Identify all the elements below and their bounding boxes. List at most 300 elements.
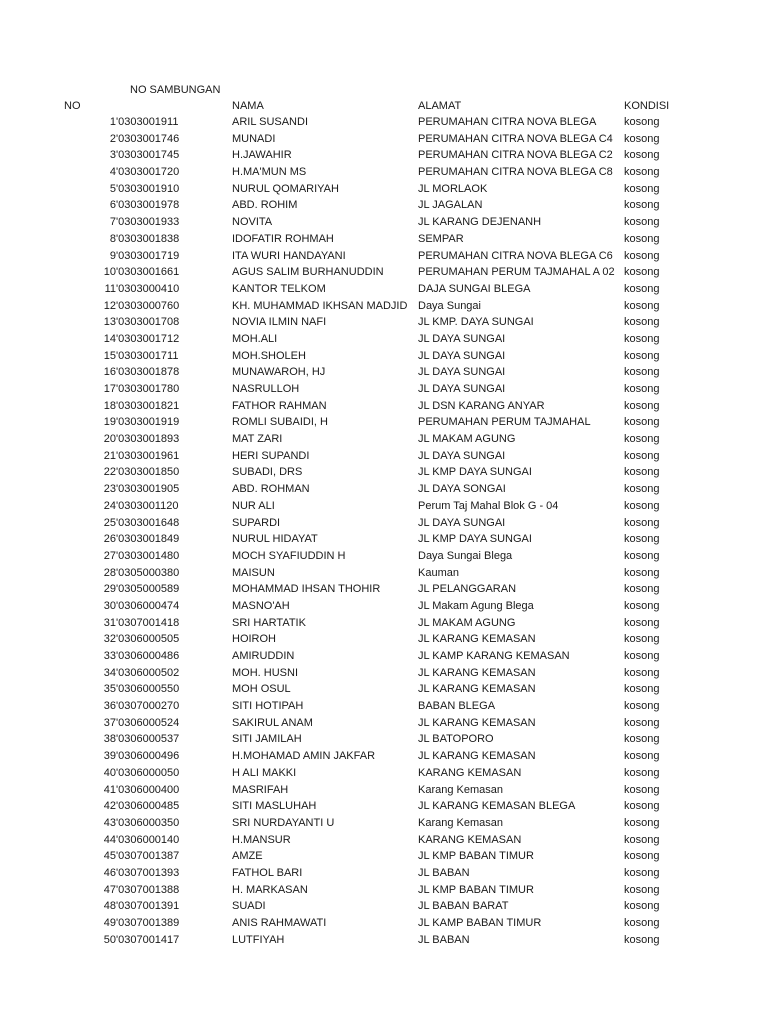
cell-no: 30 xyxy=(103,599,116,612)
cell-kondisi: kosong xyxy=(624,900,660,913)
cell-alamat: JL KARANG KEMASAN xyxy=(418,683,536,696)
cell-alamat: PERUMAHAN PERUM TAJMAHAL A 02 xyxy=(418,266,615,279)
cell-no-sambungan: '0307001389 xyxy=(116,917,180,929)
cell-alamat: PERUMAHAN CITRA NOVA BLEGA C2 xyxy=(418,149,613,162)
cell-kondisi: kosong xyxy=(624,866,660,879)
cell-nama: SUBADI, DRS xyxy=(232,466,303,479)
cell-alamat: JL DAYA SUNGAI xyxy=(418,383,506,395)
cell-nama: MASRIFAH xyxy=(232,783,289,796)
cell-nama: MOCH SYAFIUDDIN H xyxy=(232,549,346,562)
table-row xyxy=(0,631,768,648)
cell-no: 4 xyxy=(109,166,116,179)
cell-kondisi: kosong xyxy=(624,833,660,846)
cell-kondisi: kosong xyxy=(624,933,660,946)
cell-alamat: PERUMAHAN CITRA NOVA BLEGA C6 xyxy=(418,249,613,262)
cell-no-sambungan: '0303001893 xyxy=(116,433,180,446)
cell-no-sambungan: '0303001708 xyxy=(116,316,180,329)
table-row xyxy=(0,665,768,682)
table-row xyxy=(0,197,768,214)
cell-kondisi: kosong xyxy=(624,783,660,796)
cell-nama: MOH OSUL xyxy=(232,683,291,696)
cell-no: 49 xyxy=(103,917,116,929)
cell-nama: ABD. ROHMAN xyxy=(232,483,310,496)
table-row xyxy=(0,464,768,481)
cell-no-sambungan: '0303001878 xyxy=(116,366,180,379)
cell-no: 10 xyxy=(103,266,116,279)
cell-kondisi: kosong xyxy=(624,249,660,262)
cell-no-sambungan: '0303001821 xyxy=(116,399,180,412)
cell-no: 13 xyxy=(103,316,116,329)
cell-kondisi: kosong xyxy=(624,733,660,746)
cell-kondisi: kosong xyxy=(624,883,660,896)
table-row xyxy=(0,748,768,765)
cell-kondisi: kosong xyxy=(624,399,660,412)
cell-nama: ANIS RAHMAWATI xyxy=(232,917,327,929)
table-row xyxy=(0,782,768,799)
table-row xyxy=(0,348,768,365)
cell-nama: FATHOL BARI xyxy=(232,866,303,879)
cell-nama: MAISUN xyxy=(232,566,275,579)
cell-kondisi: kosong xyxy=(624,182,660,195)
cell-no-sambungan: '0306000474 xyxy=(116,599,180,612)
cell-nama: AMIRUDDIN xyxy=(232,650,295,662)
cell-alamat: JL KARANG KEMASAN xyxy=(418,666,536,679)
cell-nama: MASNO'AH xyxy=(232,599,290,612)
cell-kondisi: kosong xyxy=(624,700,660,713)
cell-no: 16 xyxy=(103,366,116,379)
cell-alamat: JL KMP DAYA SUNGAI xyxy=(418,466,532,479)
cell-kondisi: kosong xyxy=(624,299,660,312)
cell-alamat: Perum Taj Mahal Blok G - 04 xyxy=(418,499,559,512)
cell-alamat: JL KMP DAYA SUNGAI xyxy=(418,533,532,546)
cell-nama: AMZE xyxy=(232,850,263,863)
cell-no-sambungan: '0303000760 xyxy=(116,299,180,312)
table-row xyxy=(0,932,768,949)
header-alamat: ALAMAT xyxy=(418,100,462,112)
cell-no-sambungan: '0305000589 xyxy=(116,583,180,596)
cell-no-sambungan: '0303001933 xyxy=(116,216,180,229)
cell-kondisi: kosong xyxy=(624,666,660,679)
cell-alamat: JL PELANGGARAN xyxy=(418,583,517,596)
cell-nama: NOVITA xyxy=(232,216,273,229)
cell-nama: SUPARDI xyxy=(232,516,281,529)
table-row xyxy=(0,131,768,148)
cell-no: 21 xyxy=(103,449,116,462)
cell-no-sambungan: '0303001910 xyxy=(116,182,180,195)
table-row xyxy=(0,414,768,431)
cell-nama: NASRULLOH xyxy=(232,383,300,395)
cell-no-sambungan: '0303001711 xyxy=(116,349,179,362)
cell-kondisi: kosong xyxy=(624,349,660,362)
table-row xyxy=(0,882,768,899)
cell-no: 33 xyxy=(103,650,116,662)
cell-no: 46 xyxy=(103,866,116,879)
cell-alamat: JL KARANG KEMASAN xyxy=(418,750,536,763)
cell-nama: MUNAWAROH, HJ xyxy=(232,366,326,379)
cell-nama: MUNADI xyxy=(232,132,276,145)
cell-alamat: JL DSN KARANG ANYAR xyxy=(418,399,545,412)
cell-nama: KH. MUHAMMAD IKHSAN MADJID xyxy=(232,299,408,312)
header-no: NO xyxy=(64,100,81,112)
cell-no-sambungan: '0303001746 xyxy=(116,132,180,145)
cell-no: 2 xyxy=(109,132,116,145)
header-nama: NAMA xyxy=(232,100,264,112)
cell-no-sambungan: '0303001648 xyxy=(116,516,180,529)
cell-nama: H. MARKASAN xyxy=(232,883,308,896)
cell-nama: SUADI xyxy=(232,900,266,913)
cell-nama: ITA WURI HANDAYANI xyxy=(232,249,346,262)
cell-kondisi: kosong xyxy=(624,483,660,496)
table-row xyxy=(0,448,768,465)
table-row xyxy=(0,431,768,448)
cell-no-sambungan: '0303001712 xyxy=(116,332,180,345)
cell-no-sambungan: '0303001961 xyxy=(116,449,180,462)
cell-kondisi: kosong xyxy=(624,917,660,929)
cell-alamat: DAJA SUNGAI BLEGA xyxy=(418,282,531,295)
cell-no-sambungan: '0303001120 xyxy=(116,499,179,512)
table-row xyxy=(0,915,768,932)
cell-no-sambungan: '0303001838 xyxy=(116,232,180,245)
cell-no-sambungan: '0303001849 xyxy=(116,533,180,546)
cell-no: 35 xyxy=(103,683,116,696)
cell-nama: HOIROH xyxy=(232,633,276,646)
cell-no: 27 xyxy=(103,549,116,562)
table-row xyxy=(0,598,768,615)
cell-no: 5 xyxy=(109,182,116,195)
cell-alamat: JL BATOPORO xyxy=(418,733,494,746)
cell-alamat: JL DAYA SUNGAI xyxy=(418,349,506,362)
cell-alamat: JL JAGALAN xyxy=(418,199,483,212)
table-row xyxy=(0,715,768,732)
cell-no: 39 xyxy=(103,750,116,763)
cell-alamat: JL KARANG DEJENANH xyxy=(418,216,542,229)
cell-nama: H ALI MAKKI xyxy=(232,766,297,779)
cell-nama: ABD. ROHIM xyxy=(232,199,298,212)
cell-kondisi: kosong xyxy=(624,449,660,462)
cell-no-sambungan: '0307001387 xyxy=(116,850,180,863)
cell-alamat: JL DAYA SUNGAI xyxy=(418,516,506,529)
cell-no: 28 xyxy=(103,566,116,579)
cell-no-sambungan: '0306000505 xyxy=(116,633,180,646)
cell-no: 8 xyxy=(109,232,116,245)
cell-alamat: JL MAKAM AGUNG xyxy=(418,433,516,446)
cell-no-sambungan: '0306000524 xyxy=(116,716,180,729)
cell-nama: NUR ALI xyxy=(232,499,275,512)
cell-no: 44 xyxy=(103,833,116,846)
cell-no: 48 xyxy=(103,900,116,913)
cell-kondisi: kosong xyxy=(624,166,660,179)
cell-kondisi: kosong xyxy=(624,332,660,345)
cell-no: 43 xyxy=(103,816,116,829)
cell-no-sambungan: '0303001978 xyxy=(116,199,180,212)
cell-alamat: JL DAYA SUNGAI xyxy=(418,449,506,462)
table-row xyxy=(0,815,768,832)
header-kondisi: KONDISI xyxy=(624,100,670,112)
cell-no-sambungan: '0303001850 xyxy=(116,466,180,479)
cell-no: 42 xyxy=(103,800,116,813)
table-row xyxy=(0,848,768,865)
cell-no: 24 xyxy=(103,499,116,512)
cell-no: 15 xyxy=(103,349,116,362)
table-row xyxy=(0,681,768,698)
cell-alamat: JL BABAN xyxy=(418,866,470,879)
cell-no: 40 xyxy=(103,766,116,779)
cell-no: 45 xyxy=(103,850,116,863)
cell-kondisi: kosong xyxy=(624,599,660,612)
table-row xyxy=(0,498,768,515)
cell-kondisi: kosong xyxy=(624,433,660,446)
cell-alamat: JL BABAN xyxy=(418,933,470,946)
table-row xyxy=(0,231,768,248)
cell-alamat: KARANG KEMASAN xyxy=(418,766,522,779)
cell-alamat: JL KMP BABAN TIMUR xyxy=(418,850,534,863)
table-row xyxy=(0,181,768,198)
table-row xyxy=(0,364,768,381)
cell-nama: NURUL QOMARIYAH xyxy=(232,182,339,195)
cell-alamat: SEMPAR xyxy=(418,232,464,245)
header-no-sambungan: NO SAMBUNGAN xyxy=(130,84,221,96)
cell-kondisi: kosong xyxy=(624,816,660,829)
table-row xyxy=(0,481,768,498)
cell-nama: SITI HOTIPAH xyxy=(232,700,304,713)
cell-kondisi: kosong xyxy=(624,800,660,813)
cell-nama: SRI HARTATIK xyxy=(232,616,306,629)
cell-no: 9 xyxy=(109,249,116,262)
table-row xyxy=(0,865,768,882)
table-row xyxy=(0,548,768,565)
table-row xyxy=(0,214,768,231)
cell-kondisi: kosong xyxy=(624,383,660,395)
cell-no: 41 xyxy=(103,783,116,796)
cell-alamat: Karang Kemasan xyxy=(418,783,503,796)
cell-alamat: JL KMP. DAYA SUNGAI xyxy=(418,316,534,329)
cell-alamat: JL KMP BABAN TIMUR xyxy=(418,883,534,896)
cell-alamat: BABAN BLEGA xyxy=(418,700,496,713)
table-row xyxy=(0,515,768,532)
cell-kondisi: kosong xyxy=(624,650,660,662)
cell-no: 17 xyxy=(103,383,116,395)
cell-no: 11 xyxy=(104,282,116,295)
table-row xyxy=(0,164,768,181)
cell-nama: SITI JAMILAH xyxy=(232,733,302,746)
table-row xyxy=(0,248,768,265)
cell-kondisi: kosong xyxy=(624,616,660,629)
cell-no-sambungan: '0306000496 xyxy=(116,750,180,763)
cell-no-sambungan: '0307001393 xyxy=(116,866,180,879)
cell-no-sambungan: '0303001911 xyxy=(116,116,179,128)
table-row xyxy=(0,114,768,131)
cell-no: 7 xyxy=(109,216,116,229)
cell-kondisi: kosong xyxy=(624,683,660,696)
cell-kondisi: kosong xyxy=(624,516,660,529)
cell-nama: MAT ZARI xyxy=(232,433,283,446)
cell-no-sambungan: '0303001661 xyxy=(116,266,180,279)
table-row xyxy=(0,898,768,915)
cell-alamat: Daya Sungai xyxy=(418,299,481,312)
cell-no: 22 xyxy=(103,466,116,479)
cell-no-sambungan: '0306000350 xyxy=(116,816,180,829)
cell-alamat: JL KARANG KEMASAN xyxy=(418,633,536,646)
cell-kondisi: kosong xyxy=(624,850,660,863)
cell-alamat: KARANG KEMASAN xyxy=(418,833,522,846)
cell-nama: HERI SUPANDI xyxy=(232,449,310,462)
cell-no-sambungan: '0307001418 xyxy=(116,616,180,629)
cell-no-sambungan: '0306000486 xyxy=(116,650,180,662)
cell-kondisi: kosong xyxy=(624,583,660,596)
cell-kondisi: kosong xyxy=(624,549,660,562)
cell-nama: H.MA'MUN MS xyxy=(232,166,307,179)
cell-alamat: JL DAYA SUNGAI xyxy=(418,332,506,345)
cell-kondisi: kosong xyxy=(624,149,660,162)
cell-no-sambungan: '0306000400 xyxy=(116,783,180,796)
cell-no: 25 xyxy=(103,516,116,529)
cell-no: 47 xyxy=(103,883,116,896)
cell-no: 19 xyxy=(103,416,116,429)
cell-no-sambungan: '0303001919 xyxy=(116,416,180,429)
cell-no-sambungan: '0306000550 xyxy=(116,683,180,696)
cell-nama: ARIL SUSANDI xyxy=(232,116,309,128)
table-row xyxy=(0,147,768,164)
cell-no-sambungan: '0303000410 xyxy=(116,282,180,295)
cell-no-sambungan: '0303001719 xyxy=(116,249,180,262)
table-row xyxy=(0,615,768,632)
table-row xyxy=(0,565,768,582)
table-row xyxy=(0,398,768,415)
cell-nama: SITI MASLUHAH xyxy=(232,800,317,813)
cell-nama: AGUS SALIM BURHANUDDIN xyxy=(232,266,384,279)
cell-no: 26 xyxy=(103,533,116,546)
cell-alamat: JL DAYA SUNGAI xyxy=(418,366,506,379)
table-row xyxy=(0,298,768,315)
cell-no: 37 xyxy=(103,716,116,729)
cell-kondisi: kosong xyxy=(624,766,660,779)
table-row xyxy=(0,264,768,281)
cell-alamat: Karang Kemasan xyxy=(418,816,503,829)
cell-no-sambungan: '0307001391 xyxy=(116,900,180,913)
cell-nama: H.MOHAMAD AMIN JAKFAR xyxy=(232,750,376,763)
cell-no: 29 xyxy=(103,583,116,596)
cell-no: 31 xyxy=(103,616,116,629)
cell-nama: LUTFIYAH xyxy=(232,933,285,946)
cell-kondisi: kosong xyxy=(624,266,660,279)
cell-alamat: JL DAYA SONGAI xyxy=(418,483,506,496)
cell-nama: ROMLI SUBAIDI, H xyxy=(232,416,328,429)
cell-no: 20 xyxy=(103,433,116,446)
cell-alamat: PERUMAHAN PERUM TAJMAHAL xyxy=(418,416,591,429)
cell-kondisi: kosong xyxy=(624,199,660,212)
cell-kondisi: kosong xyxy=(624,750,660,763)
cell-no: 34 xyxy=(103,666,116,679)
cell-alamat: Kauman xyxy=(418,566,459,579)
table-row xyxy=(0,531,768,548)
cell-no-sambungan: '0303001720 xyxy=(116,166,180,179)
cell-nama: SRI NURDAYANTI U xyxy=(232,816,335,829)
cell-nama: MOH.ALI xyxy=(232,332,278,345)
table-row xyxy=(0,331,768,348)
cell-no: 12 xyxy=(103,299,116,312)
cell-alamat: JL KAMP BABAN TIMUR xyxy=(418,917,542,929)
table-row xyxy=(0,648,768,665)
cell-alamat: JL KARANG KEMASAN xyxy=(418,716,536,729)
cell-no: 38 xyxy=(103,733,116,746)
cell-nama: NOVIA ILMIN NAFI xyxy=(232,316,327,329)
cell-nama: IDOFATIR ROHMAH xyxy=(232,232,334,245)
table-row xyxy=(0,731,768,748)
table-row xyxy=(0,698,768,715)
cell-no: 50 xyxy=(103,933,116,946)
cell-alamat: JL MORLAOK xyxy=(418,182,488,195)
cell-nama: H.JAWAHIR xyxy=(232,149,292,162)
cell-no-sambungan: '0307001388 xyxy=(116,883,180,896)
cell-nama: MOH.SHOLEH xyxy=(232,349,306,362)
cell-alamat: PERUMAHAN CITRA NOVA BLEGA C8 xyxy=(418,166,613,179)
cell-alamat: JL MAKAM AGUNG xyxy=(418,616,516,629)
table-row xyxy=(0,581,768,598)
cell-no: 3 xyxy=(109,149,116,162)
cell-no-sambungan: '0305000380 xyxy=(116,566,180,579)
cell-no-sambungan: '0306000485 xyxy=(116,800,180,813)
cell-no: 14 xyxy=(103,332,116,345)
cell-no-sambungan: '0303001780 xyxy=(116,383,180,395)
table-row xyxy=(0,381,768,398)
cell-nama: KANTOR TELKOM xyxy=(232,282,326,295)
cell-kondisi: kosong xyxy=(624,633,660,646)
cell-no-sambungan: '0303001905 xyxy=(116,483,180,496)
cell-no-sambungan: '0306000537 xyxy=(116,733,180,746)
cell-kondisi: kosong xyxy=(624,282,660,295)
cell-no-sambungan: '0307001417 xyxy=(116,933,180,946)
cell-alamat: JL KAMP KARANG KEMASAN xyxy=(418,650,570,662)
cell-nama: H.MANSUR xyxy=(232,833,291,846)
cell-nama: MOHAMMAD IHSAN THOHIR xyxy=(232,583,381,596)
cell-alamat: PERUMAHAN CITRA NOVA BLEGA C4 xyxy=(418,132,613,145)
cell-no: 1 xyxy=(109,116,116,128)
cell-no: 23 xyxy=(103,483,116,496)
cell-kondisi: kosong xyxy=(624,132,660,145)
cell-kondisi: kosong xyxy=(624,116,660,128)
cell-alamat: JL Makam Agung Blega xyxy=(418,599,534,612)
cell-kondisi: kosong xyxy=(624,416,660,429)
cell-no: 6 xyxy=(109,199,116,212)
cell-no: 32 xyxy=(103,633,116,646)
cell-kondisi: kosong xyxy=(624,366,660,379)
cell-nama: NURUL HIDAYAT xyxy=(232,533,318,546)
cell-alamat: JL KARANG KEMASAN BLEGA xyxy=(418,800,576,813)
cell-no-sambungan: '0306000502 xyxy=(116,666,180,679)
cell-kondisi: kosong xyxy=(624,533,660,546)
table-row xyxy=(0,832,768,849)
cell-alamat: JL BABAN BARAT xyxy=(418,900,509,913)
cell-no-sambungan: '0307000270 xyxy=(116,700,180,713)
table-row xyxy=(0,765,768,782)
cell-no: 18 xyxy=(103,399,116,412)
cell-nama: FATHOR RAHMAN xyxy=(232,399,327,412)
cell-nama: MOH. HUSNI xyxy=(232,666,298,679)
cell-kondisi: kosong xyxy=(624,566,660,579)
cell-nama: SAKIRUL ANAM xyxy=(232,716,313,729)
cell-no-sambungan: '0306000140 xyxy=(116,833,180,846)
table-row xyxy=(0,314,768,331)
cell-no: 36 xyxy=(103,700,116,713)
cell-kondisi: kosong xyxy=(624,466,660,479)
table-row xyxy=(0,281,768,298)
cell-kondisi: kosong xyxy=(624,716,660,729)
cell-no-sambungan: '0303001480 xyxy=(116,549,180,562)
cell-kondisi: kosong xyxy=(624,232,660,245)
cell-no-sambungan: '0303001745 xyxy=(116,149,180,162)
table-row xyxy=(0,798,768,815)
cell-no-sambungan: '0306000050 xyxy=(116,766,180,779)
